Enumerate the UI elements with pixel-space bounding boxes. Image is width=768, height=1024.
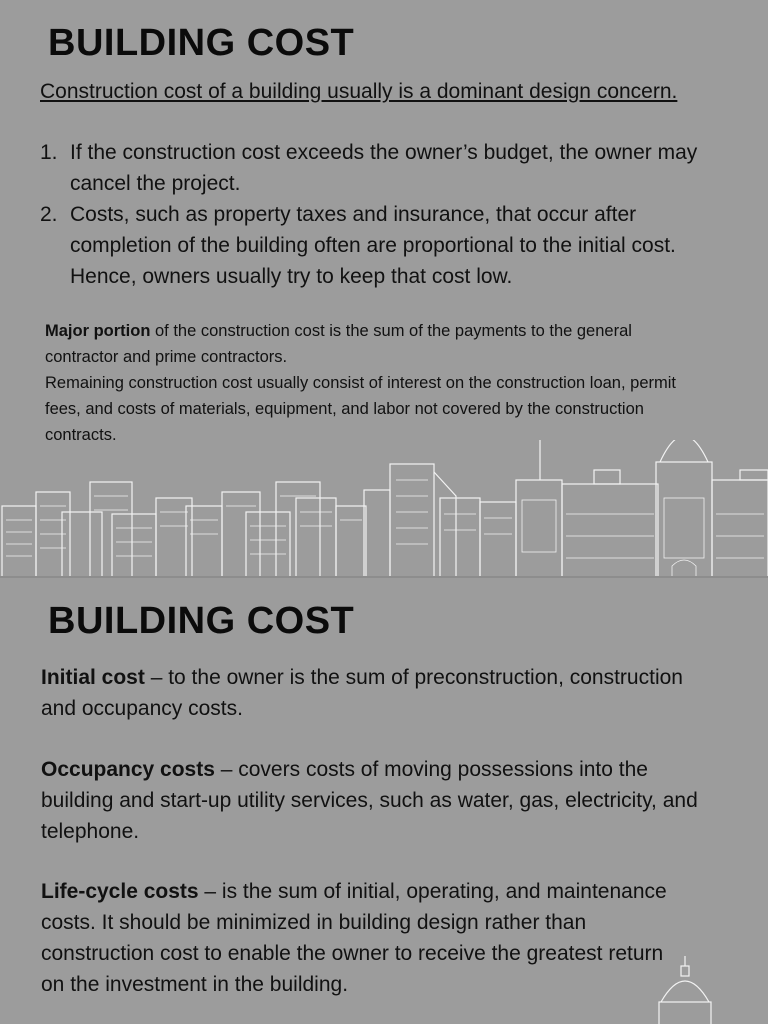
life-cycle-cost-definition: – is the sum of initial, operating, and maintenance costs. It should be minimized in building design rather than construction cost to enable the owner to receive the greatest return on the investment in the building. xyxy=(41,880,667,996)
initial-cost-definition: – to the owner is the sum of preconstruction, construction and occupancy costs. xyxy=(41,666,683,720)
list-item-text: If the construction cost exceeds the owner’s budget, the owner may cancel the project. xyxy=(70,141,698,195)
occupancy-cost-definition: – covers costs of moving possessions into the building and start-up utility services, such as water, gas, electricity, and telephone. xyxy=(41,758,698,843)
list-number: 1. xyxy=(40,141,58,164)
remaining-cost-text: Remaining construction cost usually consist of interest on the construction loan, permit fees, and costs of materials, equipment, and labor not covered by the construction contracts. xyxy=(45,374,676,444)
life-cycle-cost-paragraph xyxy=(41,876,681,1000)
occupancy-cost-term: Occupancy costs xyxy=(41,758,215,781)
reasons-list xyxy=(40,137,720,292)
major-portion-label: Major portion xyxy=(45,322,151,340)
capitol-dome-illustration xyxy=(655,956,715,1024)
list-number: 2. xyxy=(40,203,58,226)
list-item xyxy=(40,199,720,292)
intro-text: Construction cost of a building usually is a dominant design concern. xyxy=(40,80,678,103)
occupancy-cost-paragraph xyxy=(41,754,701,847)
list-item xyxy=(40,137,720,199)
slide-2 xyxy=(0,578,768,1024)
major-portion-text: of the construction cost is the sum of the payments to the general contractor and prime contractors. xyxy=(45,322,632,366)
list-item-text: Costs, such as property taxes and insurance, that occur after completion of the building often are proportional to the initial cost. Hence, owners usually try to keep that cost low. xyxy=(70,203,676,288)
initial-cost-paragraph xyxy=(41,662,701,724)
major-portion-note xyxy=(45,318,705,448)
city-skyline-illustration xyxy=(0,440,768,578)
slide-2-title: BUILDING COST xyxy=(48,600,355,642)
initial-cost-term: Initial cost xyxy=(41,666,145,689)
slide-1-title: BUILDING COST xyxy=(48,22,355,64)
life-cycle-cost-term: Life-cycle costs xyxy=(41,880,199,903)
